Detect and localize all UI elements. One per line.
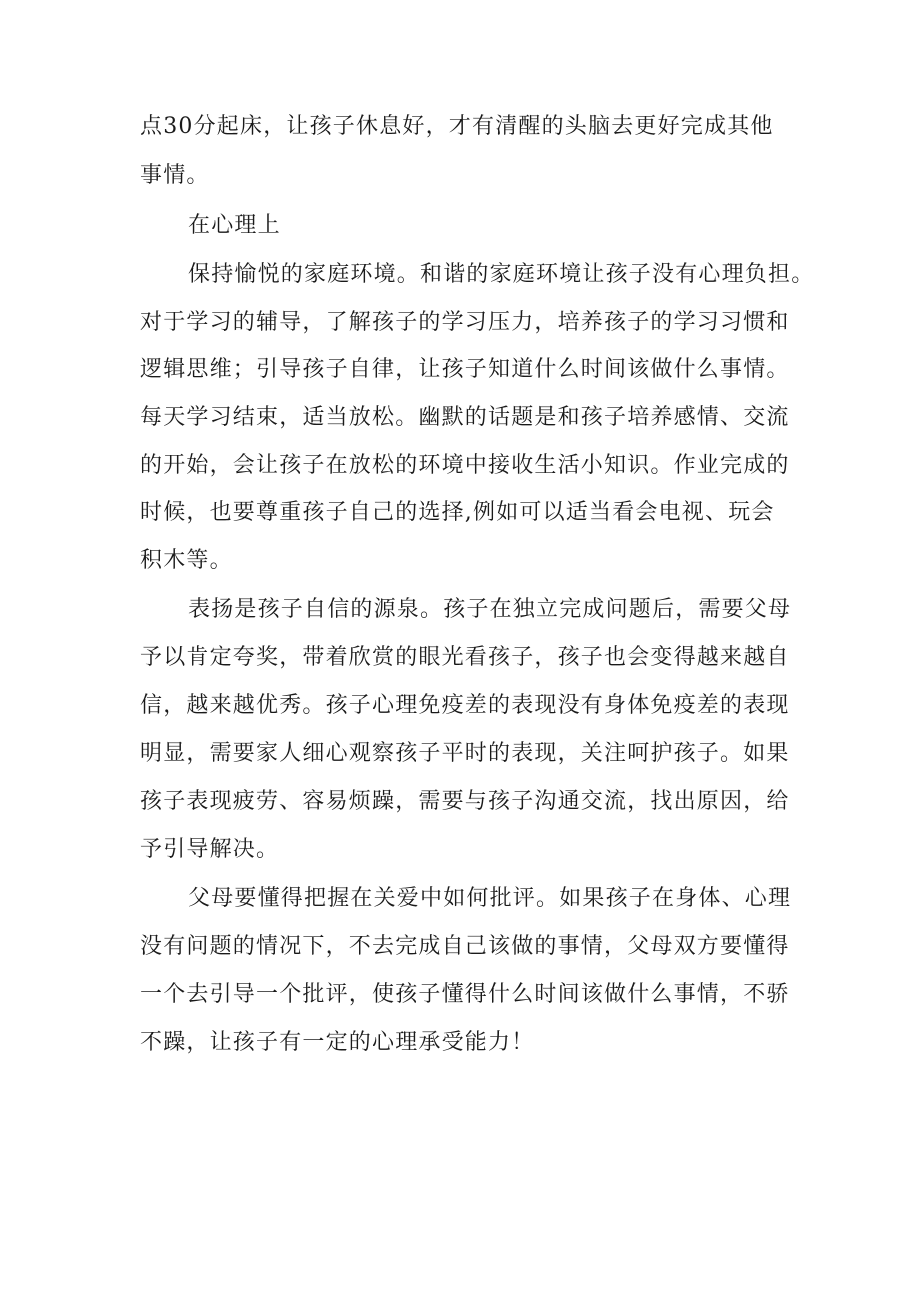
paragraph-praise-line: 孩子表现疲劳、容易烦躁，需要与孩子沟通交流，找出原因，给 (140, 789, 790, 814)
paragraph-praise-line: 明显，需要家人细心观察孩子平时的表现，关注呵护孩子。如果 (140, 741, 790, 766)
paragraph-criticism-line: 没有问题的情况下，不去完成自己该做的事情，父母双方要懂得 (140, 934, 790, 959)
paragraph-family-environment-line: 每天学习结束，适当放松。幽默的话题是和孩子培养感情、交流 (140, 405, 790, 430)
paragraph-praise-line: 信，越来越优秀。孩子心理免疫差的表现没有身体免疫差的表现 (140, 693, 790, 718)
paragraph-praise-line: 予以肯定夸奖，带着欣赏的眼光看孩子，孩子也会变得越来越自 (140, 645, 790, 670)
paragraph-criticism-line: 一个去引导一个批评，使孩子懂得什么时间该做什么事情，不骄 (140, 982, 790, 1007)
paragraph-continuation-line: 事情。 (140, 163, 210, 188)
section-heading: 在心理上 (188, 213, 281, 238)
paragraph-family-environment-line: 时候，也要尊重孩子自己的选择,例如可以适当看会电视、玩会 (140, 500, 775, 525)
paragraph-continuation-line: 点30分起床，让孩子休息好，才有清醒的头脑去更好完成其他 (140, 114, 774, 139)
paragraph-family-environment-line: 积木等。 (140, 548, 233, 573)
paragraph-family-environment-line: 保持愉悦的家庭环境。和谐的家庭环境让孩子没有心理负担。 (188, 262, 815, 287)
paragraph-criticism-line: 父母要懂得把握在关爱中如何批评。如果孩子在身体、心理 (188, 886, 792, 911)
paragraph-criticism-line: 不躁，让孩子有一定的心理承受能力！ (140, 1030, 535, 1055)
paragraph-family-environment-line: 的开始，会让孩子在放松的环境中接收生活小知识。作业完成的 (140, 453, 790, 478)
paragraph-praise-line: 予引导解决。 (140, 837, 280, 862)
paragraph-family-environment-line: 逻辑思维；引导孩子自律，让孩子知道什么时间该做什么事情。 (140, 357, 790, 382)
paragraph-family-environment-line: 对于学习的辅导，了解孩子的学习压力，培养孩子的学习习惯和 (140, 310, 790, 335)
paragraph-praise-line: 表扬是孩子自信的源泉。孩子在独立完成问题后，需要父母 (188, 597, 792, 622)
